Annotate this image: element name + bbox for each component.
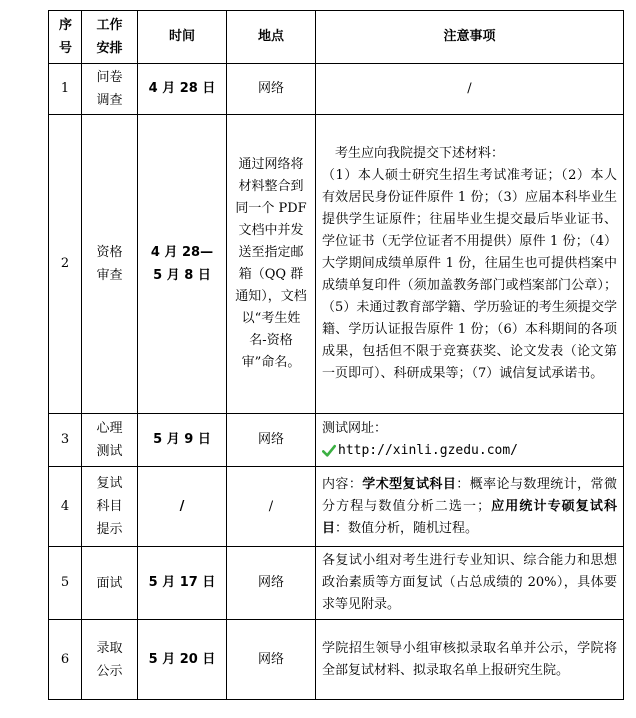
row-place: 通过网络将材料整合到同一个 PDF 文档中并发送至指定邮箱（QQ 群通知），文档以“考生姓名-资格审”命名。 <box>227 115 316 414</box>
table-row <box>49 64 624 115</box>
table-row <box>49 414 624 467</box>
table-row <box>49 467 624 547</box>
row-notes: 各复试小组对考生进行专业知识、综合能力和思想政治素质等方面复试（占总成绩的 20%），具体要求等见附录。 <box>316 547 624 620</box>
row-place: 网络 <box>227 414 316 467</box>
row-notes: 学院招生领导小组审核拟录取名单并公示，学院将全部复试材料、拟录取名单上报研究生院。 <box>316 620 624 700</box>
check-icon <box>322 444 336 458</box>
schedule-table <box>48 10 624 700</box>
header-time: 时间 <box>138 11 227 64</box>
header-row <box>49 11 624 64</box>
row-time: 5 月 9 日 <box>138 414 227 467</box>
row-notes: / <box>316 64 624 115</box>
test-url-line <box>322 440 617 462</box>
row-no: 1 <box>49 64 82 115</box>
row-task: 面试 <box>82 547 138 620</box>
row-place: 网络 <box>227 620 316 700</box>
notes-intro: 考生应向我院提交下述材料： <box>335 146 505 161</box>
test-url-label: 测试网址： <box>322 421 388 436</box>
test-url-link[interactable]: http://xinli.gzedu.com/ <box>338 443 519 458</box>
row-time: 5 月 17 日 <box>138 547 227 620</box>
row-task: 复试科目提示 <box>82 467 138 547</box>
row-no: 6 <box>49 620 82 700</box>
row-place: 网络 <box>227 64 316 115</box>
header-notes: 注意事项 <box>316 11 624 64</box>
row-place: 网络 <box>227 547 316 620</box>
notes-text: 内容： <box>322 476 363 492</box>
row-time: 5 月 20 日 <box>138 620 227 700</box>
notes-body: （1）本人硕士研究生招生考试准考证；（2）本人有效居民身份证件原件 1 份；（3）应届本科毕业生提供学生证原件；往届毕业生提交最后毕业证书、学位证书（无学位证者不用提供）原件 1 份；（4）大学期间成绩单原件 1 份，往届生也可提供档案中成绩单复印件（须加盖教务部门或档案部门公章）；（5）未通过教育部学籍、学历验证的考生须提交学籍、学历认证报告原件 1 份；（6）本科期间的各项成果，包括但不限于竞赛获奖、论文发表（论文第一页即可）、科研成果等；（7）诚信复试承诺书。 <box>322 168 617 381</box>
notes-text: ：概率论与数理统计，常微分方程与数值分析二选一； <box>322 476 617 514</box>
row-time: 4 月 28 日 <box>138 64 227 115</box>
table-row <box>49 620 624 700</box>
header-task: 工作安排 <box>82 11 138 64</box>
row-task: 问卷调查 <box>82 64 138 115</box>
header-place: 地点 <box>227 11 316 64</box>
row-no: 5 <box>49 547 82 620</box>
table-row <box>49 547 624 620</box>
row-notes <box>316 115 624 414</box>
header-no: 序号 <box>49 11 82 64</box>
table-row <box>49 115 624 414</box>
row-place: / <box>227 467 316 547</box>
row-task: 录取公示 <box>82 620 138 700</box>
row-notes <box>316 414 624 467</box>
row-no: 3 <box>49 414 82 467</box>
row-time: 4 月 28—5 月 8 日 <box>138 115 227 414</box>
row-no: 2 <box>49 115 82 414</box>
row-notes <box>316 467 624 547</box>
row-task: 心理测试 <box>82 414 138 467</box>
notes-emphasis: 应用统计专硕复试科目 <box>322 498 617 536</box>
row-task: 资格审查 <box>82 115 138 414</box>
notes-emphasis: 学术型复试科目 <box>362 476 457 492</box>
row-time: / <box>138 467 227 547</box>
row-no: 4 <box>49 467 82 547</box>
notes-text: ：数值分析，随机过程。 <box>335 520 479 536</box>
